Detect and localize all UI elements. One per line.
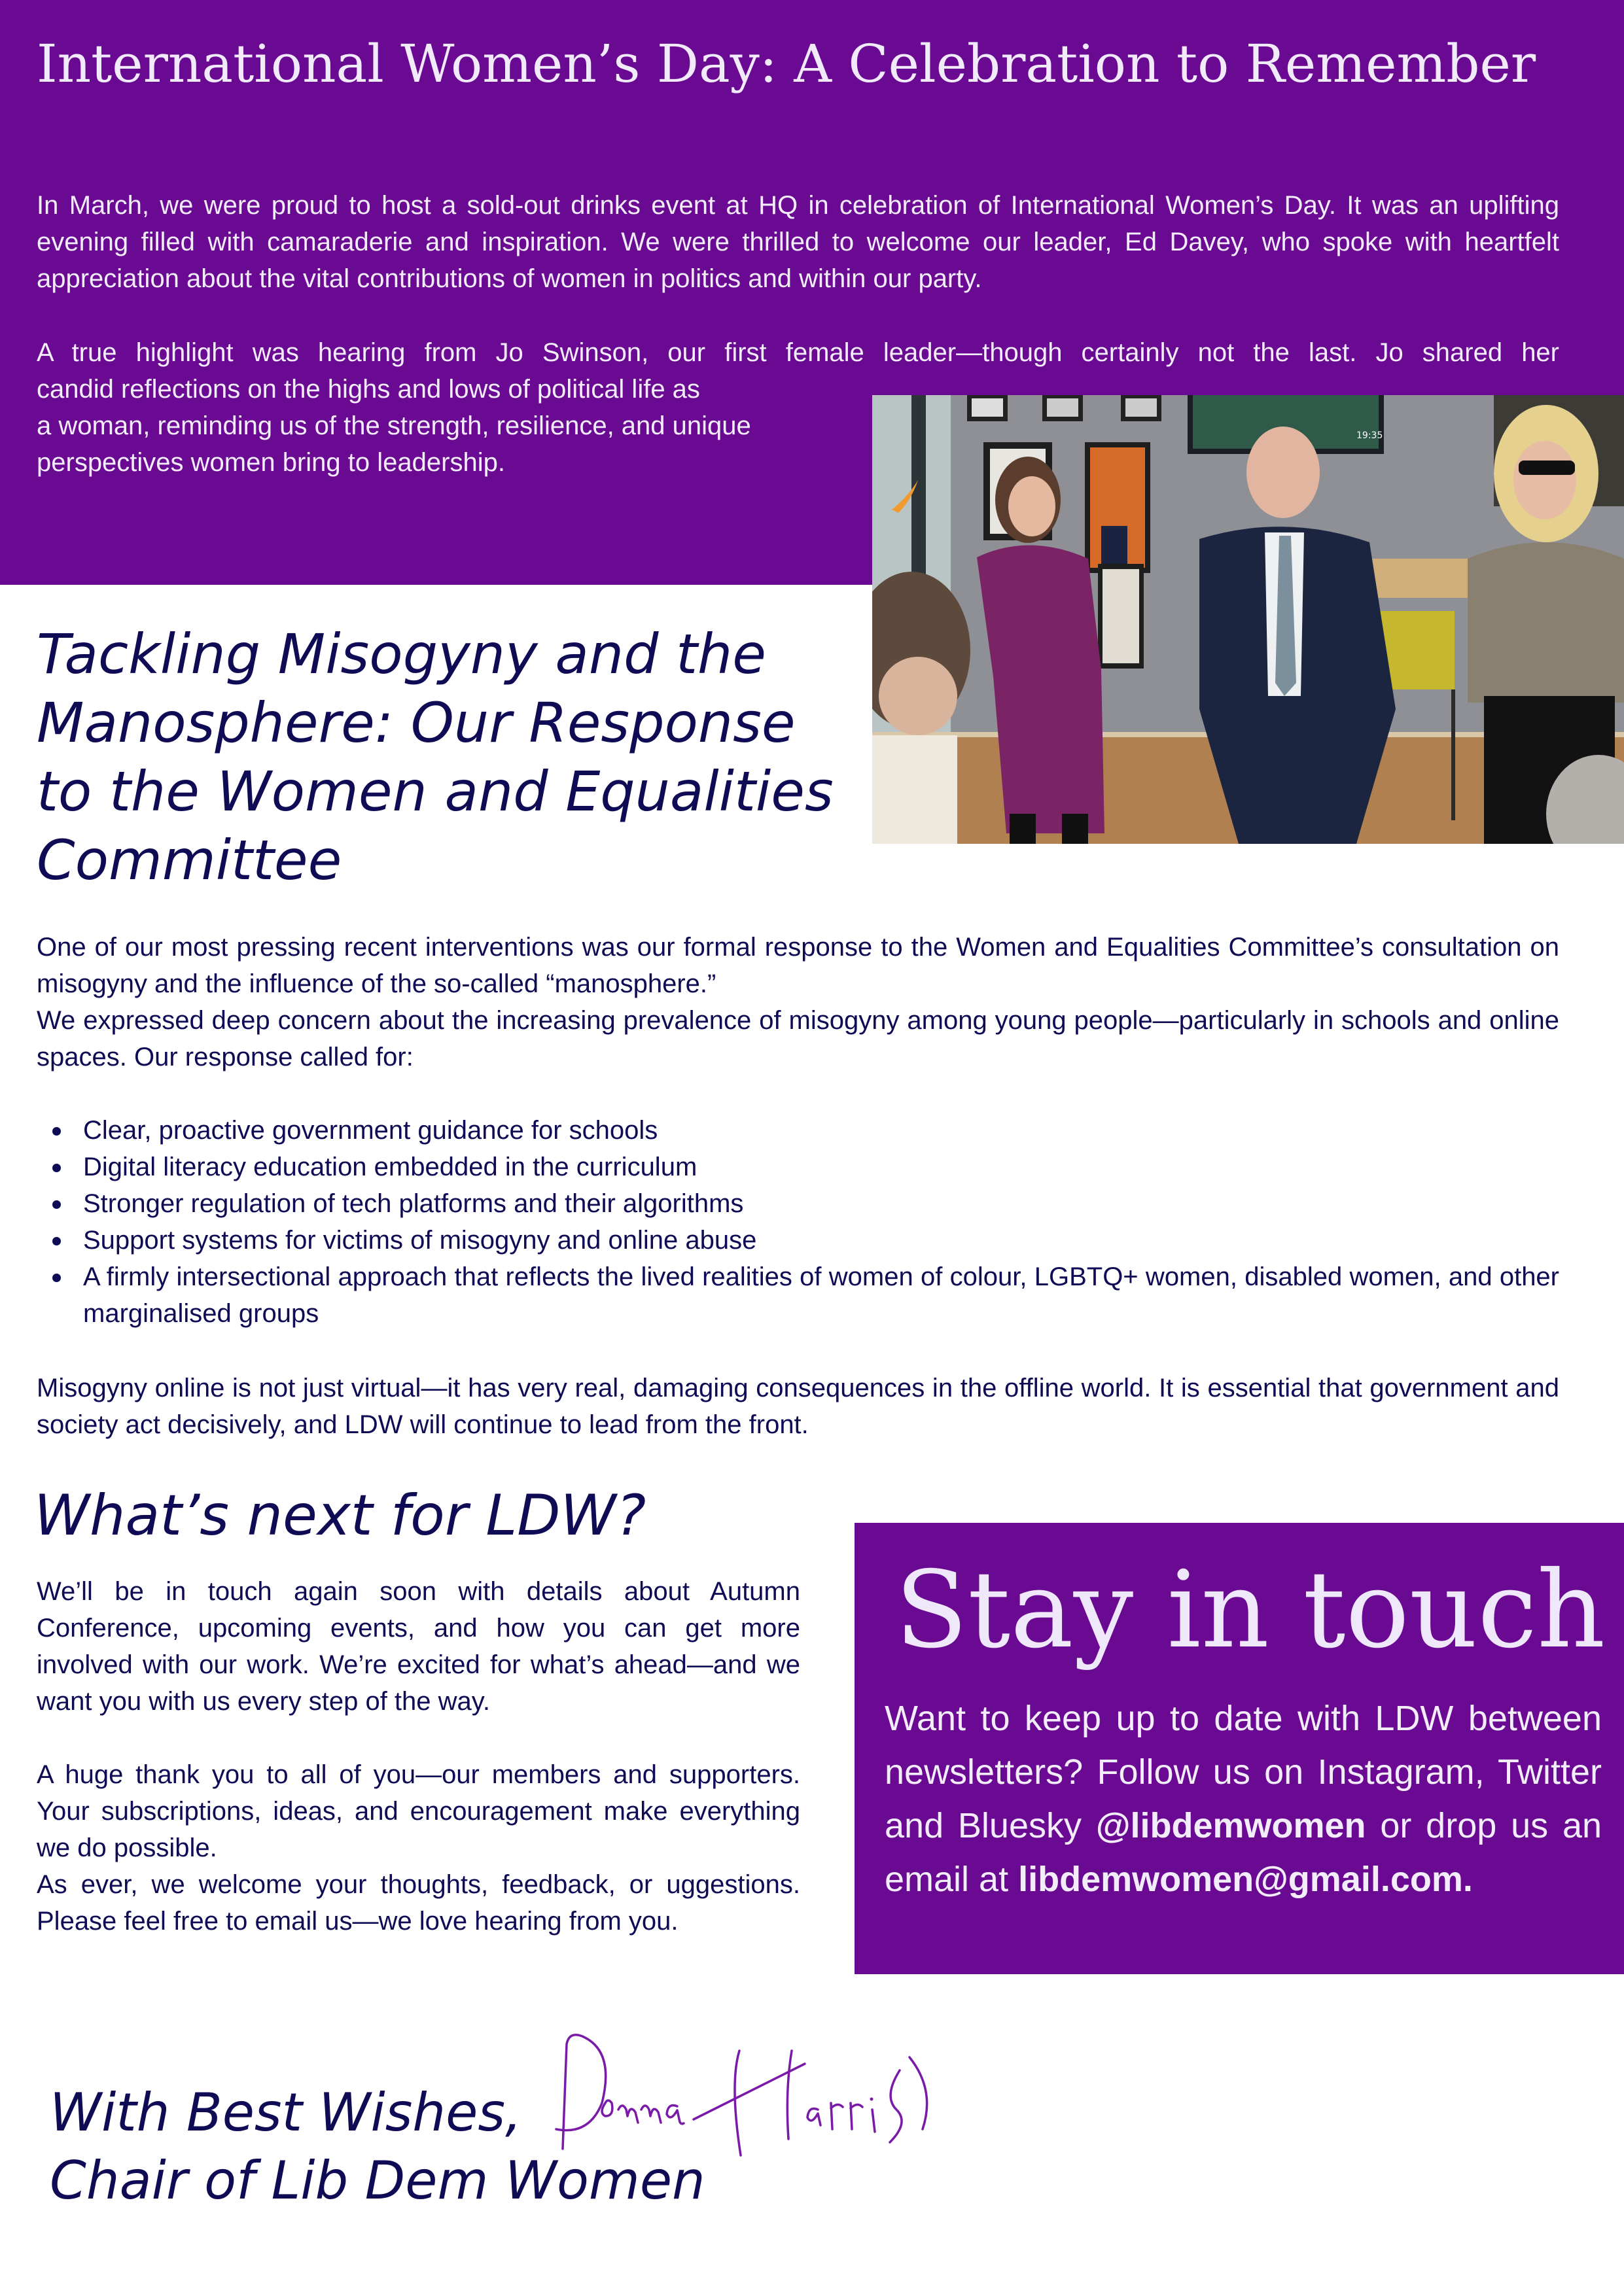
misogyny-intro-sentence: One of our most pressing recent interventions was our formal response to the Women and Equalities Committee’s consultation on misogyny and the influence of the so-called “manosphere.” [37, 933, 1559, 998]
bullet-icon [52, 1200, 61, 1209]
idw-heading: International Women’s Day: A Celebration to Remember [37, 33, 1536, 94]
misogyny-intro [37, 929, 1559, 1075]
list-item-text: Clear, proactive government guidance for schools [83, 1116, 658, 1145]
bullet-icon [52, 1274, 61, 1282]
signoff-title: Chair of Lib Dem Women [50, 2150, 705, 2211]
stay-in-touch-connector: or drop us an email at [885, 1806, 1602, 1899]
bullet-icon [52, 1237, 61, 1245]
stay-in-touch-text [885, 1692, 1602, 1906]
whats-next-paragraph-3: As ever, we welcome your thoughts, feedback, or uggestions. Please feel free to email us—we love hearing from you. [37, 1870, 800, 1936]
bullet-icon [52, 1164, 61, 1172]
paragraph-spacer [37, 1720, 800, 1756]
list-item [37, 1112, 1559, 1149]
list-item-text: A firmly intersectional approach that reflects the lived realities of women of colour, LGBTQ+ women, disabled women, and other marginalised groups [83, 1262, 1559, 1328]
list-item-text: Support systems for victims of misogyny and online abuse [83, 1226, 757, 1255]
misogyny-intro-sentence: We expressed deep concern about the increasing prevalence of misogyny among young people—particularly in schools and online spaces. Our response called for: [37, 1006, 1559, 1071]
idw-paragraph-2-line: perspectives women bring to leadership. [37, 448, 505, 477]
email-link[interactable]: libdemwomen@gmail.com. [1018, 1860, 1473, 1899]
idw-paragraph-1: In March, we were proud to host a sold-out drinks event at HQ in celebration of International Women’s Day. It was an uplifting evening filled with camaraderie and inspiration. We were thrilled to welcome our leader, Ed Davey, who spoke with heartfelt appreciation about the vital contributions of women in politics and within our party. [37, 191, 1559, 293]
list-item-text: Stronger regulation of tech platforms and their algorithms [83, 1189, 744, 1218]
list-item [37, 1222, 1559, 1259]
signature [543, 2031, 975, 2162]
list-item [37, 1259, 1559, 1332]
bullet-icon [52, 1127, 61, 1136]
list-item-text: Digital literacy education embedded in the curriculum [83, 1153, 697, 1181]
misogyny-conclusion: Misogyny online is not just virtual—it has very real, damaging consequences in the offline world. It is essential that government and society act decisively, and LDW will continue to lead from the front. [37, 1374, 1559, 1439]
event-photo-illustration [872, 395, 1624, 844]
stay-in-touch-intro: Want to keep up to date with LDW between newsletters? Follow us on Instagram, Twitter and Bluesky [885, 1699, 1602, 1845]
idw-paragraph-2-continued [37, 371, 861, 481]
list-item [37, 1185, 1559, 1222]
list-item [37, 1149, 1559, 1185]
signature-icon [543, 2031, 975, 2162]
misogyny-heading: Tackling Misogyny and the Manosphere: Our Response to the Women and Equalities Committee [37, 622, 834, 892]
idw-paragraph-2-line: candid reflections on the highs and lows of political life as [37, 375, 700, 404]
response-calls-list [37, 1112, 1559, 1332]
whats-next-body [37, 1573, 800, 1939]
idw-paragraph-2-line-1: A true highlight was hearing from Jo Swinson, our first female leader—though certainly not the last. Jo shared her [37, 338, 1559, 367]
stay-in-touch-box [855, 1523, 1624, 1974]
event-photo [872, 395, 1624, 844]
whats-next-paragraph-2: A huge thank you to all of you—our members and supporters. Your subscriptions, ideas, and encouragement make everything we do possible. [37, 1760, 800, 1862]
idw-paragraph-2-line: a woman, reminding us of the strength, resilience, and unique [37, 411, 751, 440]
social-handle-link[interactable]: @libdemwomen [1095, 1806, 1366, 1845]
stay-in-touch-heading: Stay in touch [895, 1549, 1606, 1672]
tv-clock: 19:35 [1356, 430, 1383, 441]
signoff-greeting: With Best Wishes, [50, 2082, 522, 2143]
whats-next-heading: What’s next for LDW? [34, 1483, 646, 1548]
whats-next-paragraph-1: We’ll be in touch again soon with details about Autumn Conference, upcoming events, and how you can get more involved with our work. We’re excited for what’s ahead—and we want you with us every step of the way. [37, 1577, 800, 1716]
